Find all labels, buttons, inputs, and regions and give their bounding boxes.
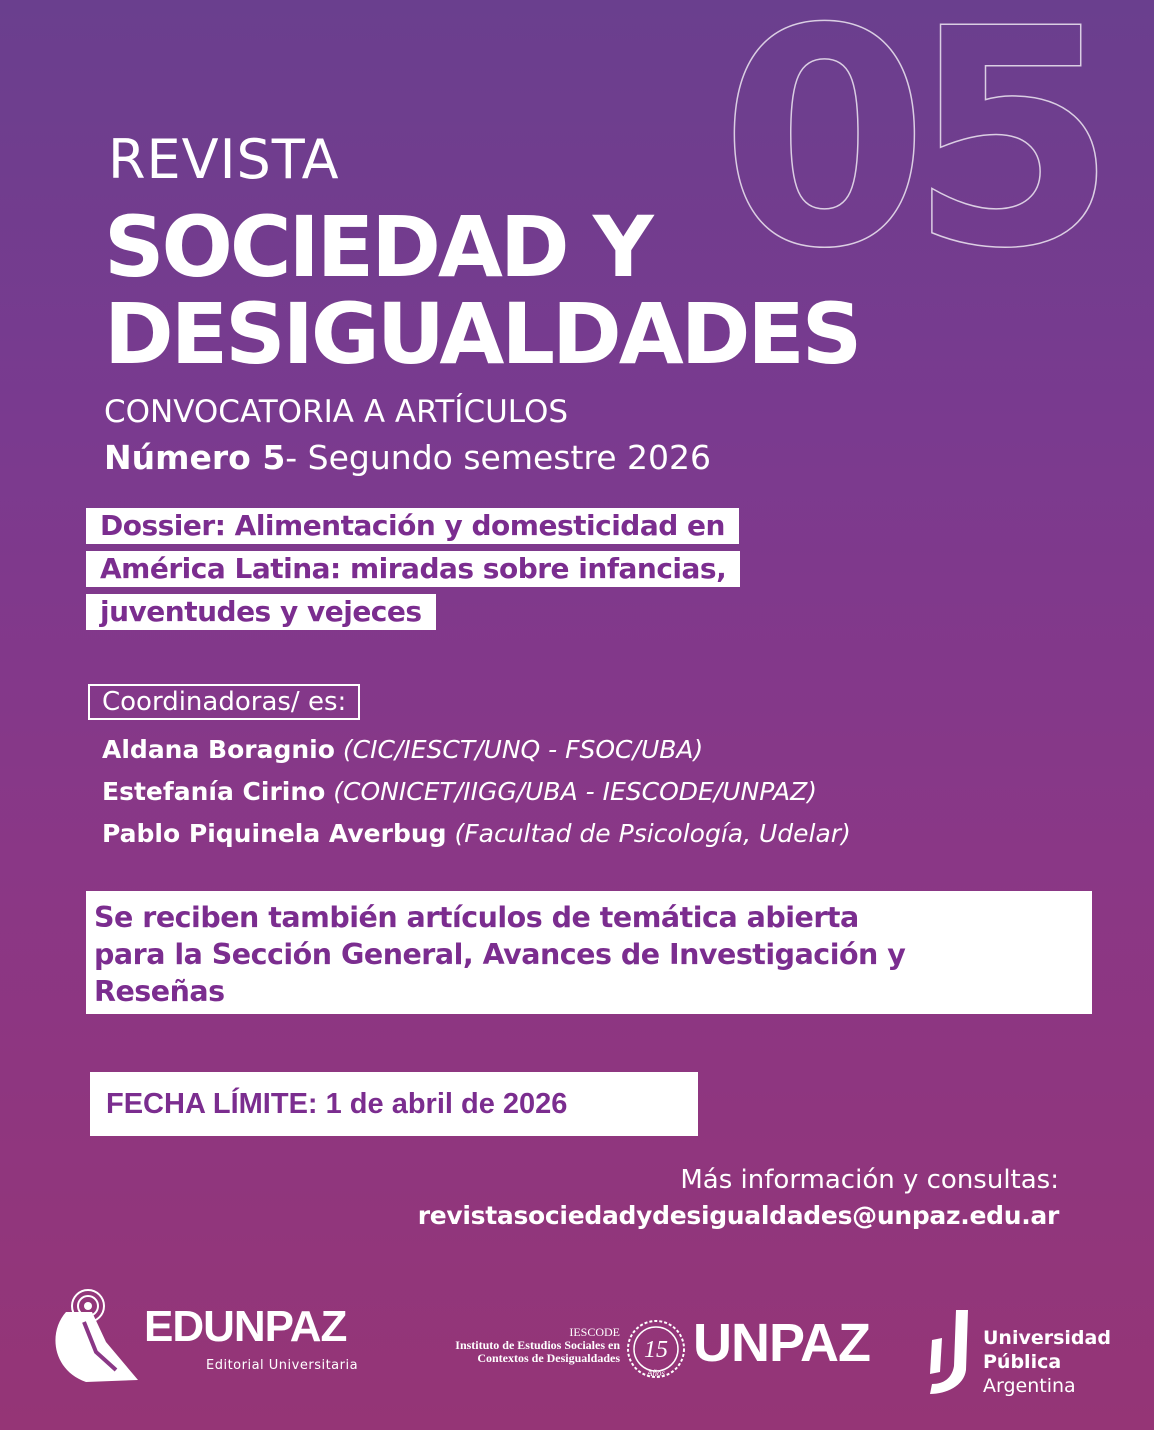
- contact-label: Más información y consultas:: [680, 1165, 1059, 1195]
- unpaz-wordmark: UNPAZ: [693, 1313, 870, 1373]
- edunpaz-pen-icon: [46, 1282, 146, 1392]
- universidad-publica-mark-icon: [926, 1310, 976, 1395]
- iescode-line-1: Instituto de Estudios Sociales en: [455, 1338, 620, 1352]
- coordinator-name: Estefanía Cirino: [102, 777, 326, 806]
- edunpaz-subtitle: Editorial Universitaria: [206, 1358, 359, 1373]
- unpaz-15-years-emblem: [623, 1316, 689, 1382]
- open-topics-line-1: Se reciben también artículos de temática abierta: [94, 901, 859, 934]
- anniversary-word: Años: [647, 1368, 665, 1378]
- revista-label: REVISTA: [108, 128, 340, 191]
- iescode-line-2: Contextos de Desigualdades: [477, 1351, 620, 1365]
- coordinator-affiliation: (Facultad de Psicología, Udelar): [454, 819, 851, 848]
- issue-number-graphic: 05: [720, 0, 1098, 314]
- journal-title-line-1: SOCIEDAD Y: [104, 198, 651, 296]
- issue-semester: - Segundo semestre 2026: [285, 438, 712, 477]
- dossier-title-line-2: América Latina: miradas sobre infancias,: [86, 551, 740, 587]
- issue-line: [104, 438, 711, 477]
- open-topics-line-2: para la Sección General, Avances de Investigación y: [94, 938, 906, 971]
- upa-line-3: Argentina: [983, 1375, 1076, 1397]
- deadline-box: FECHA LÍMITE: 1 de abril de 2026: [90, 1072, 698, 1136]
- call-for-papers-heading: CONVOCATORIA A ARTÍCULOS: [104, 394, 569, 430]
- edunpaz-wordmark: EDUNPAZ: [144, 1302, 347, 1351]
- contact-email-link[interactable]: revistasociedadydesigualdades@unpaz.edu.ar: [417, 1201, 1059, 1230]
- upa-line-1: Universidad: [983, 1327, 1111, 1349]
- universidad-publica-text: [983, 1326, 1111, 1398]
- coordinators-label: Coordinadoras/ es:: [88, 684, 360, 720]
- coordinator-affiliation: (CONICET/IIGG/UBA - IESCODE/UNPAZ): [333, 777, 818, 806]
- edunpaz-logo: [46, 1282, 366, 1392]
- coordinator-item: [102, 819, 851, 848]
- journal-title-line-2: DESIGUALDADES: [104, 285, 860, 383]
- coordinator-name: Aldana Boragnio: [102, 735, 335, 764]
- coordinator-name: Pablo Piquinela Averbug: [102, 819, 447, 848]
- open-topics-notice: [86, 891, 1092, 1014]
- issue-number: Número 5: [104, 438, 286, 477]
- iescode-name: IESCODE: [569, 1325, 620, 1339]
- coordinator-item: [102, 777, 817, 806]
- anniversary-number: 15: [644, 1337, 668, 1363]
- iescode-logo: [405, 1325, 620, 1365]
- coordinator-item: [102, 735, 703, 764]
- open-topics-line-3: Reseñas: [94, 975, 225, 1008]
- dossier-title-line-1: Dossier: Alimentación y domesticidad en: [86, 508, 739, 544]
- upa-line-2: Pública: [983, 1351, 1062, 1373]
- dossier-title-line-3: juventudes y vejeces: [86, 594, 436, 630]
- coordinator-affiliation: (CIC/IESCT/UNQ - FSOC/UBA): [342, 735, 704, 764]
